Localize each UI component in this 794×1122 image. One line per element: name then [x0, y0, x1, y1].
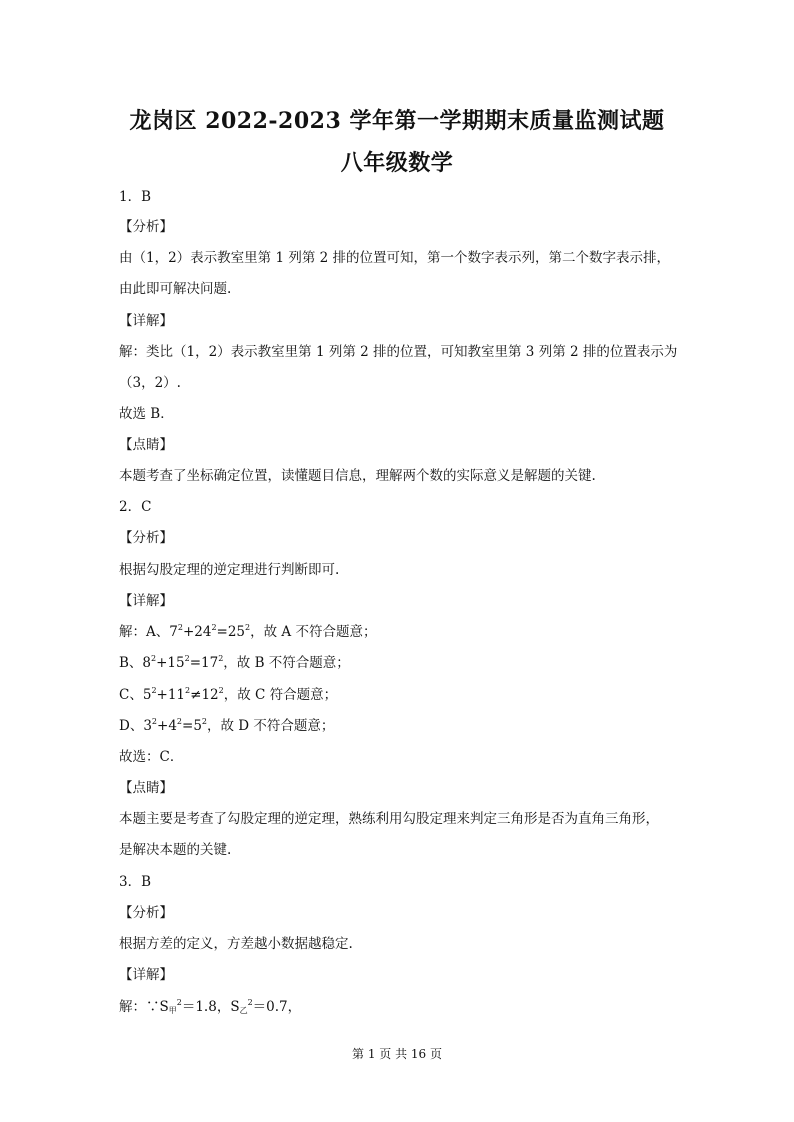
- q3-analysis-heading: 【分析】: [119, 905, 173, 921]
- q3-analysis-text-1: 根据方差的定义，方差越小数据越稳定.: [119, 936, 353, 952]
- option-d-n2: 4: [168, 718, 177, 734]
- option-c-n2: 11: [167, 687, 186, 703]
- q2-analysis-text-1: 根据勾股定理的逆定理进行判断即可.: [119, 562, 340, 578]
- q3-detail-prefix: 解：∵S: [119, 999, 169, 1015]
- option-a-n3: 25: [227, 624, 246, 640]
- q3-sub-b: 乙: [239, 1006, 248, 1015]
- option-d-plus: +: [157, 718, 169, 734]
- document-title: 龙岗区 2022-2023 学年第一学期期末质量监测试题: [129, 108, 665, 134]
- q1-analysis-text-2: 由此即可解决问题.: [119, 281, 232, 297]
- q1-detail-text-1: 解：类比（1，2）表示教室里第 1 列第 2 排的位置，可知教室里第 3 列第 2 排的位置表示为: [119, 344, 678, 360]
- option-a-exp3: 2: [245, 623, 251, 632]
- option-d-rel: =: [182, 718, 194, 734]
- q2-option-d: [119, 717, 679, 735]
- option-a-plus: +: [182, 624, 195, 640]
- q2-option-a: [119, 623, 679, 641]
- q1-detail-heading: 【详解】: [119, 313, 173, 329]
- option-d-n3: 5: [193, 718, 202, 734]
- q2-answer: 2．C: [119, 499, 152, 515]
- option-b-suffix: ，故 B 不符合题意；: [223, 655, 350, 671]
- q3-detail-text-1: [119, 998, 679, 1016]
- q1-analysis-text-1: 由（1，2）表示教室里第 1 列第 2 排的位置可知，第一个数字表示列，第二个数字表示排，: [119, 250, 671, 266]
- option-b-plus: +: [156, 655, 168, 671]
- q3-sub-a: 甲: [168, 1006, 177, 1015]
- option-c-exp2: 2: [185, 686, 191, 695]
- document-subtitle: 八年级数学: [340, 150, 454, 176]
- q1-answer: 1．B: [119, 189, 152, 205]
- q2-detail-heading: 【详解】: [119, 593, 173, 609]
- option-d-n1: 3: [143, 718, 152, 734]
- q2-option-c: [119, 686, 679, 704]
- option-d-exp1: 2: [151, 717, 158, 726]
- q3-exp-a: 2: [176, 998, 182, 1007]
- q3-val-b: ＝0.7，: [252, 999, 302, 1015]
- option-a-rel: =: [216, 624, 228, 640]
- q2-conclusion: 故选：C．: [119, 749, 184, 765]
- q2-comment-text-1: 本题主要是考查了勾股定理的逆定理，熟练利用勾股定理来判定三角形是否为直角三角形，: [119, 811, 659, 827]
- option-a-exp2: 2: [211, 623, 217, 632]
- option-a-n1: 7: [169, 624, 178, 640]
- option-b-prefix: B、: [119, 655, 143, 671]
- page-footer: 第 1 页 共 16 页: [352, 1047, 442, 1061]
- option-d-prefix: D、: [119, 718, 144, 734]
- q1-comment-text-1: 本题考查了坐标确定位置，读懂题目信息，理解两个数的实际意义是解题的关键.: [119, 468, 596, 484]
- q2-comment-heading: 【点睛】: [119, 780, 173, 796]
- option-b-n2: 15: [167, 655, 185, 671]
- option-d-exp3: 2: [201, 717, 208, 726]
- option-c-plus: +: [156, 687, 168, 703]
- option-c-rel: ≠: [190, 687, 202, 703]
- q1-conclusion: 故选 B．: [119, 406, 174, 422]
- q1-detail-text-2: （3，2）.: [119, 375, 181, 391]
- option-c-prefix: C、: [119, 687, 143, 703]
- option-b-exp3: 2: [218, 654, 224, 663]
- q2-analysis-heading: 【分析】: [119, 530, 173, 546]
- option-c-suffix: ，故 C 符合题意；: [223, 687, 338, 703]
- option-c-exp3: 2: [218, 686, 224, 695]
- q3-val-a: ＝1.8，S: [181, 999, 240, 1015]
- option-b-n3: 17: [201, 655, 219, 671]
- option-b-exp2: 2: [184, 654, 190, 663]
- option-c-n3: 12: [201, 687, 219, 703]
- option-d-suffix: ，故 D 不符合题意；: [207, 718, 335, 734]
- option-b-rel: =: [189, 655, 202, 671]
- q1-analysis-heading: 【分析】: [119, 219, 173, 235]
- q3-detail-heading: 【详解】: [119, 967, 173, 983]
- q2-comment-text-2: 是解决本题的关键.: [119, 842, 232, 858]
- option-a-suffix: ，故 A 不符合题意；: [250, 624, 377, 640]
- q3-answer: 3．B: [119, 874, 152, 890]
- option-b-n1: 8: [142, 655, 152, 671]
- option-a-prefix: 解：A、: [119, 624, 170, 640]
- option-a-exp1: 2: [177, 623, 183, 632]
- option-a-n2: 24: [194, 624, 212, 640]
- option-c-exp1: 2: [151, 686, 157, 695]
- option-c-n1: 5: [142, 687, 152, 703]
- q2-option-b: [119, 654, 679, 672]
- option-b-exp1: 2: [151, 654, 157, 663]
- option-d-exp2: 2: [176, 717, 183, 726]
- q1-comment-heading: 【点睛】: [119, 437, 173, 453]
- q3-exp-b: 2: [247, 998, 253, 1007]
